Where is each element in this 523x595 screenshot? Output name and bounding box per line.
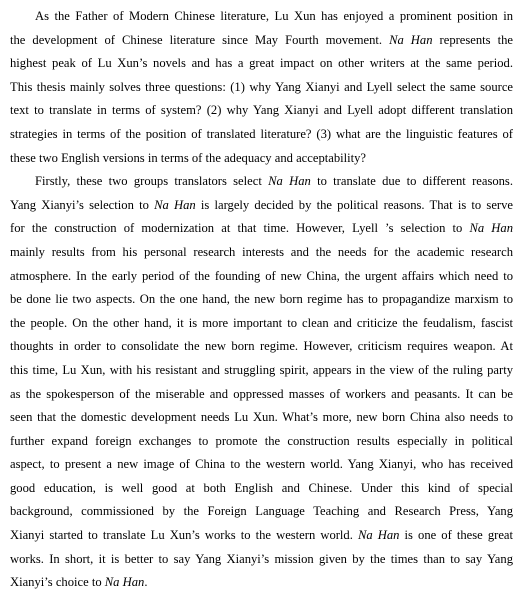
text-run: works. In short, it is better to say Yang Xianyi’s mission given by the times than to say Yang	[10, 551, 513, 566]
text-run: atmosphere. In the early period of the founding of new China, the urgent affairs which need to	[10, 268, 513, 283]
text-line	[10, 524, 513, 548]
text-line	[10, 406, 513, 430]
text-line	[10, 99, 513, 123]
text-line	[10, 52, 513, 76]
text-line	[10, 123, 513, 147]
text-line	[10, 335, 513, 359]
italic-title-text: Na Han	[469, 221, 513, 236]
text-run: aspect, to present a new image of China to the western world. Yang Xianyi, who has received	[10, 457, 513, 472]
italic-title-text: Na Han	[389, 32, 433, 47]
italic-title-text: Na Han	[268, 174, 311, 189]
text-line	[10, 29, 513, 53]
text-line	[10, 477, 513, 501]
text-run: this time, Lu Xun, with his resistant and struggling spirit, appears in the view of the ruling party	[10, 362, 513, 377]
text-line	[10, 430, 513, 454]
text-run: for the construction of modernization at that time. However, Lyell ’s selection to	[10, 221, 470, 236]
text-run: seen that the domestic development needs Lu Xun. What’s more, new born China also needs to	[10, 410, 513, 425]
text-line	[10, 453, 513, 477]
text-run: further expand foreign exchanges to promote the construction results especially in political	[10, 433, 513, 448]
italic-title-text: Na Han	[154, 197, 196, 212]
text-run: mainly results from his personal research interests and the needs for the academic research	[10, 244, 513, 259]
text-run: background, commissioned by the Foreign Language Teaching and Research Press, Yang	[10, 504, 513, 519]
text-line	[10, 194, 513, 218]
text-run: highest peak of Lu Xun’s novels and has a great impact on other writers at the same period.	[10, 56, 513, 71]
text-run: strategies in terms of the position of translated literature? (3) what are the linguistic features of	[10, 126, 513, 141]
italic-title-text: Na Han	[357, 528, 400, 543]
text-run: represents the	[432, 32, 513, 47]
text-line	[10, 383, 513, 407]
text-line	[10, 241, 513, 265]
text-line	[10, 500, 513, 524]
text-run: Firstly, these two groups translators select	[35, 174, 269, 189]
text-run: Yang Xianyi’s selection to	[10, 197, 155, 212]
text-run: good education, is well good at both English and Chinese. Under this kind of special	[10, 480, 513, 495]
text-line	[10, 265, 513, 289]
text-run: As the Father of Modern Chinese literature, Lu Xun has enjoyed a prominent position in	[35, 9, 513, 23]
text-line	[10, 170, 513, 194]
text-run: the people. On the other hand, it is more important to clean and criticize the feudalism, fascist	[10, 315, 513, 330]
text-run: Xianyi’s choice to	[10, 575, 105, 590]
text-run: This thesis mainly solves three questions: (1) why Yang Xianyi and Lyell select the same source	[10, 79, 513, 94]
text-line	[10, 571, 513, 595]
text-line	[10, 359, 513, 383]
text-line	[10, 147, 513, 171]
text-run: be done lie two aspects. On the one hand, the new born regime has to propagandize marxism to	[10, 292, 513, 307]
italic-title-text: Na Han	[104, 575, 145, 590]
text-run: the development of Chinese literature since May Fourth movement.	[10, 32, 390, 47]
text-line	[10, 76, 513, 100]
text-run: as the spokesperson of the miserable and oppressed masses of workers and peasants. It can be	[10, 386, 513, 401]
text-run: thoughts in order to consolidate the new born regime. However, criticism requires weapon. At	[10, 339, 513, 354]
text-line	[10, 312, 513, 336]
text-run: to translate due to different reasons.	[310, 174, 513, 189]
text-run: these two English versions in terms of the adequacy and acceptability?	[10, 150, 367, 165]
text-line	[10, 548, 513, 572]
paragraph-firstly	[10, 170, 513, 595]
text-run: is largely decided by the political reasons. That is to serve	[195, 197, 513, 212]
document-body	[10, 5, 513, 595]
text-line	[10, 217, 513, 241]
text-run: text to translate in terms of system? (2) why Yang Xianyi and Lyell adopt different translation	[10, 103, 513, 118]
text-run: Xianyi started to translate Lu Xun’s works to the western world.	[10, 528, 358, 543]
paragraph-abstract	[10, 5, 513, 170]
text-run: .	[144, 575, 148, 590]
text-line	[10, 288, 513, 312]
text-line	[10, 5, 513, 29]
text-run: is one of these great	[399, 528, 513, 543]
